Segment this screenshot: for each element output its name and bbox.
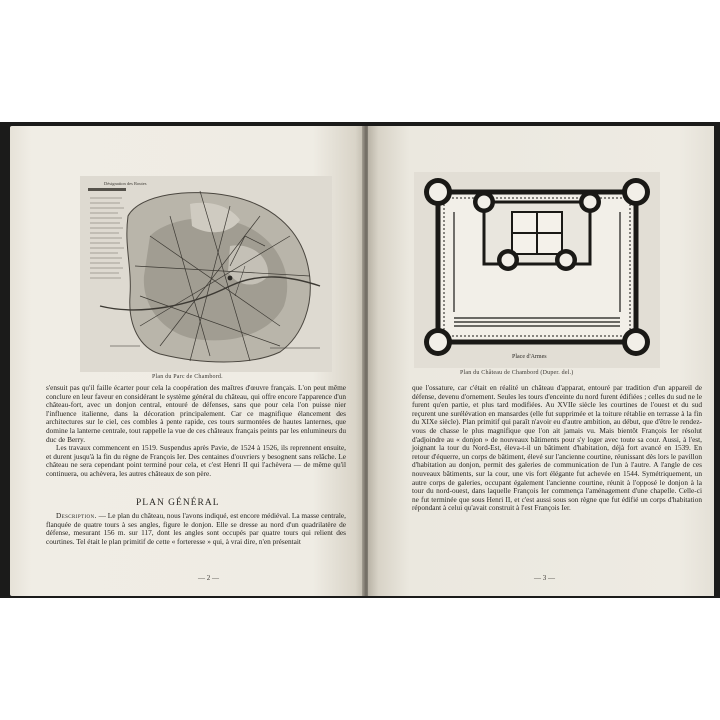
park-map-figure: [80, 176, 332, 372]
book-photo: [0, 122, 720, 598]
chateau-plan-figure: [414, 172, 660, 368]
map-legend-title: Désignation des Routes: [104, 181, 147, 186]
park-map-caption: Plan du Parc de Chambord.: [152, 374, 223, 380]
left-page-body-2: [46, 512, 346, 546]
left-page-body: [46, 384, 346, 479]
left-paragraph-2: Les travaux commencent en 1519. Suspendus après Pavie, de 1524 à 1526, ils reprennent ensuite, et durent jusqu'à la fin du règne de François Ier. Des centaines d'ouvriers y besognent sans relâche. Le château ne sera cependant point terminé pour cela, et c'est Henri II qui l'achèvera — de même qu'il continuera, ou achèvera, les autres châteaux de son père.: [46, 443, 346, 478]
left-paragraph-1: s'ensuit pas qu'il faille écarter pour cela la coopération des maîtres d'œuvre français. L'on peut même conclure en leur faveur en considérant le système général du château, qui offre encore l'apparence d'un château-fort, avec un donjon central, entouré de défenses, sans que pour cela l'on puisse nier l'influence italienne, dans la décoration principalement. Car ce magnifique élancement des architectures sur le ciel, ces combles à pente rapide, ces tours surmontées de hautes lanternes, que domine la lanterne centrale, tout rappelle la vue de ces châteaux français peints par les enlumineurs du duc de Berry.: [46, 383, 346, 444]
chateau-plan-caption: Plan du Château de Chambord (Duper. del.): [460, 370, 574, 376]
description-label: Description.: [56, 511, 97, 520]
plan-label: Place d'Armes: [512, 354, 547, 360]
right-page-number: — 3 —: [534, 574, 555, 582]
right-paragraph-1: que l'ossature, car c'était en réalité un château d'apparat, entouré par tradition d'un appareil de défense, devenu d'ornement. Seules les tours d'enceinte du nord furent édifiées ; celles du sud ne le furent qu'en partie, et plus tard modifiées. Au XVIIe siècle les courtines de l'ouest et du sud reçurent une surélévation en mansardes (elle fut supprimée et la toiture rétablie en terrasse à la fin du XIXe siècle). Plan primitif qui paraît n'avoir eu d'autre ambition, au début, que d'être le rendez-vous de chasse le plus magnifique que l'on ait jamais vu. Mais bientôt François Ier résolut d'adjoindre au « donjon » de nouveaux bâtiments pour s'y loger avec toute sa cour. Aussi, à l'est, joignant la tour du Nord-Est, éleva-t-il un bâtiment d'habitation, déjà fort avancé en 1539. En retour d'équerre, un corps de bâtiment, élevé sur l'ancienne courtine, réunissant dès lors le pavillon d'habitation au donjon, permit des galeries de communication de l'un à l'autre. A l'angle de ces nouveaux bâtiments, sur la cour, une vis fort élégante fut achevée en 1544. Symétriquement, un autre corps de galeries, occupant également l'ancienne courtine, réunit à l'opposé le donjon à la tour du nord-ouest, dans laquelle François Ier commença l'aménagement d'une chapelle. Celle-ci ne fut terminée que sous Henri II, et c'est aussi sous son règne que fut édifié un corps d'habitation répondant à celui qu'avait construit à l'est François Ier.: [412, 383, 702, 513]
park-map-illustration: [80, 176, 332, 372]
right-page-body: [412, 384, 702, 513]
section-heading: PLAN GÉNÉRAL: [136, 498, 220, 508]
left-page-number: — 2 —: [198, 574, 219, 582]
left-paragraph-3: [46, 512, 346, 546]
chateau-floor-plan: [414, 172, 660, 368]
left-page: [10, 126, 366, 596]
right-page: [368, 126, 714, 596]
description-text: — Le plan du château, nous l'avons indiqué, est encore médiéval. La masse centrale, flanquée de quatre tours à ses angles, figure le donjon. Elle se dresse au nord d'un quadrilatère de défense, mesurant 156 m. sur 117, dont les angles sont occupés par quatre tours qui relient des courtines. Tel était le plan primitif de cette « forteresse » qui, à vrai dire, n'en présentait: [46, 511, 346, 546]
